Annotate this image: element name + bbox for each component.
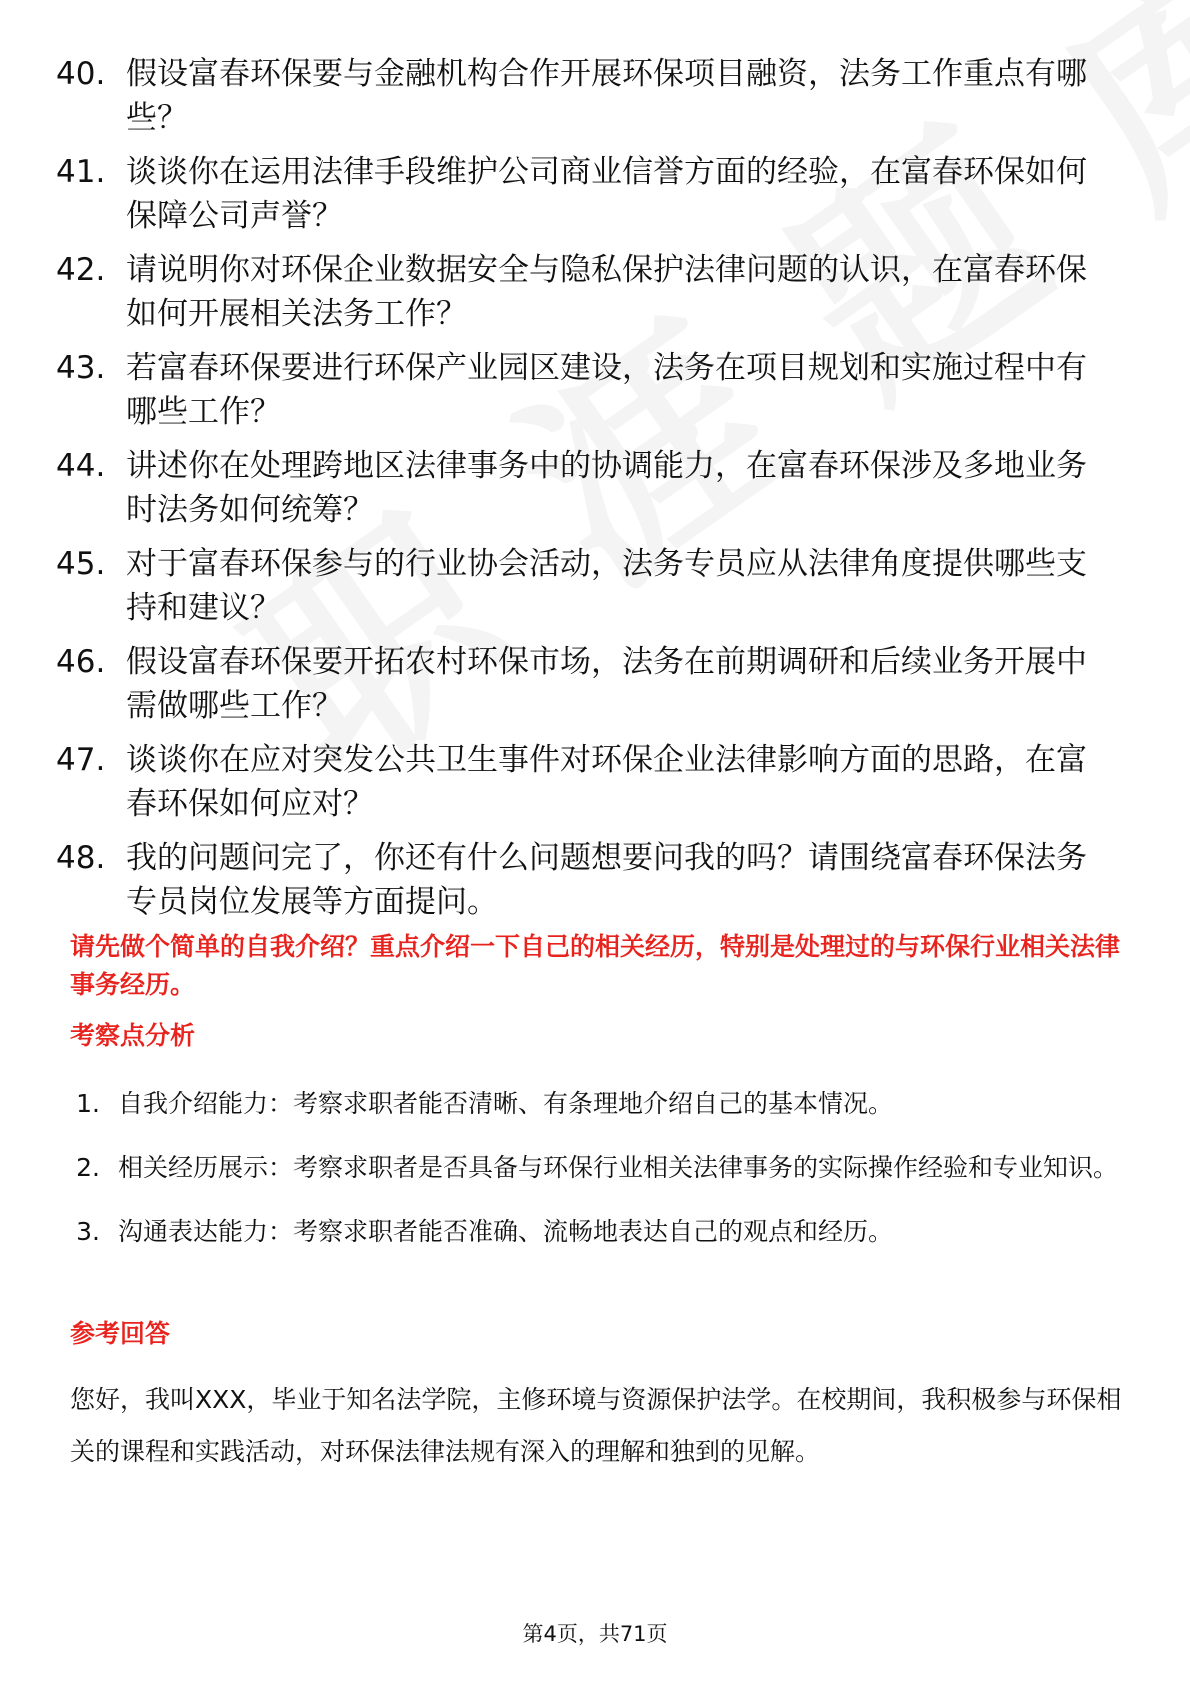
analysis-item	[70, 1142, 1130, 1194]
question-text: 若富春环保要进行环保产业园区建设，法务在项目规划和实施过程中有哪些工作？	[126, 350, 1087, 430]
question-item	[56, 640, 1116, 728]
analysis-item	[70, 1078, 1130, 1130]
highlight-question: 请先做个简单的自我介绍？重点介绍一下自己的相关经历，特别是处理过的与环保行业相关法律事务经历。	[70, 932, 1121, 999]
question-item	[56, 248, 1116, 336]
question-text: 假设富春环保要与金融机构合作开展环保项目融资，法务工作重点有哪些？	[126, 56, 1087, 136]
question-number: 43.	[56, 350, 106, 386]
question-text: 请说明你对环保企业数据安全与隐私保护法律问题的认识，在富春环保如何开展相关法务工作？	[126, 252, 1087, 332]
question-text: 假设富春环保要开拓农村环保市场，法务在前期调研和后续业务开展中需做哪些工作？	[126, 644, 1087, 724]
question-number: 45.	[56, 546, 106, 582]
question-number: 44.	[56, 448, 106, 484]
question-number: 40.	[56, 56, 106, 92]
question-item	[56, 346, 1116, 434]
question-text: 谈谈你在运用法律手段维护公司商业信誉方面的经验，在富春环保如何保障公司声誉？	[126, 154, 1087, 234]
reference-answer: 您好，我叫XXX，毕业于知名法学院，主修环境与资源保护法学。在校期间，我积极参与环保相关的课程和实践活动，对环保法律法规有深入的理解和独到的见解。	[70, 1385, 1122, 1466]
question-text: 我的问题问完了，你还有什么问题想要问我的吗？请围绕富春环保法务专员岗位发展等方面提问。	[126, 840, 1087, 920]
question-text: 谈谈你在应对突发公共卫生事件对环保企业法律影响方面的思路，在富春环保如何应对？	[126, 742, 1087, 822]
question-number: 48.	[56, 840, 106, 876]
analysis-list	[70, 1078, 1130, 1270]
question-item	[56, 738, 1116, 826]
question-text: 讲述你在处理跨地区法律事务中的协调能力，在富春环保涉及多地业务时法务如何统筹？	[126, 448, 1087, 528]
reference-title: 参考回答	[70, 1319, 171, 1348]
question-item	[56, 52, 1116, 140]
question-item	[56, 150, 1116, 238]
analysis-number: 1.	[76, 1089, 100, 1118]
analysis-text: 相关经历展示：考察求职者是否具备与环保行业相关法律事务的实际操作经验和专业知识。	[118, 1153, 1119, 1182]
analysis-title: 考察点分析	[70, 1021, 196, 1050]
analysis-text: 自我介绍能力：考察求职者能否清晰、有条理地介绍自己的基本情况。	[118, 1089, 894, 1118]
question-item	[56, 542, 1116, 630]
question-item	[56, 836, 1116, 924]
question-list	[56, 52, 1116, 934]
question-number: 47.	[56, 742, 106, 778]
question-item	[56, 444, 1116, 532]
analysis-number: 3.	[76, 1217, 100, 1246]
question-text: 对于富春环保参与的行业协会活动，法务专员应从法律角度提供哪些支持和建议？	[126, 546, 1087, 626]
analysis-number: 2.	[76, 1153, 100, 1182]
question-number: 41.	[56, 154, 106, 190]
analysis-item	[70, 1206, 1130, 1258]
analysis-text: 沟通表达能力：考察求职者能否准确、流畅地表达自己的观点和经历。	[118, 1217, 894, 1246]
question-number: 42.	[56, 252, 106, 288]
page-footer: 第4页，共71页	[522, 1622, 668, 1646]
question-number: 46.	[56, 644, 106, 680]
